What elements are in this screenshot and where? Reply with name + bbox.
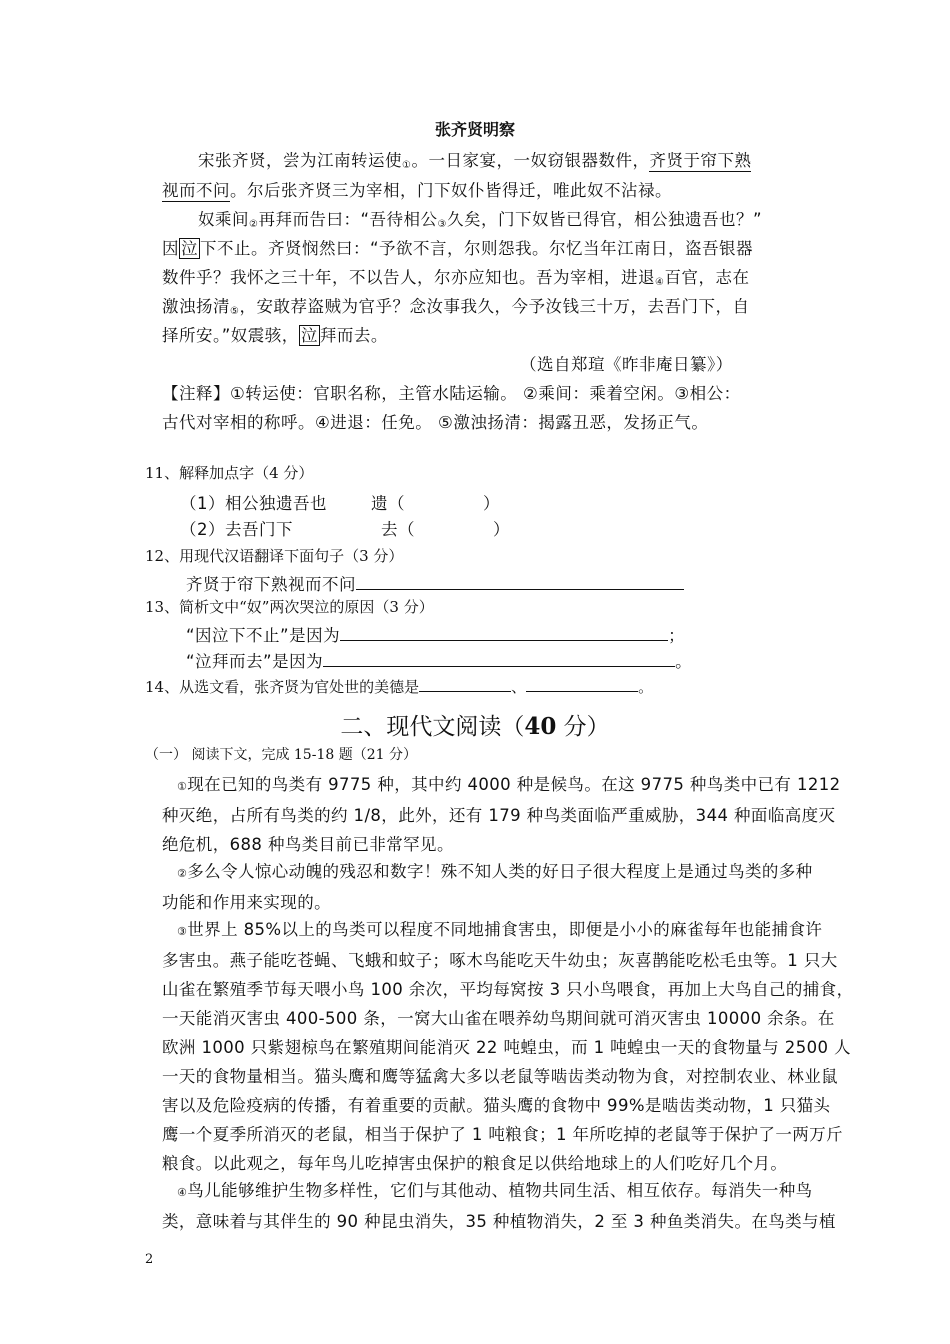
question-13-item2: “泣拜而去”是因为 。 [186, 652, 693, 671]
underlined-sentence-part1: 齐贤于帘下熟 [649, 151, 752, 170]
question-13-item1: “因泣下不止”是因为 ； [186, 626, 686, 645]
page-number: 2 [145, 1252, 154, 1267]
source-citation: （选自郑瑄《昨非庵日纂》） [520, 355, 733, 374]
section-subheading: （一） 阅读下文，完成 15-18 题（21 分） [145, 747, 417, 763]
boxed-char-qi-1: 泣 [181, 239, 198, 258]
answer-blank-14b[interactable] [526, 677, 638, 692]
answer-blank-14a[interactable] [419, 677, 511, 692]
modern-para-1: ①现在已知的鸟类有 9775 种，其中约 4000 种是候鸟。在这 9775 种鸟类中已有 1212 种灭绝，占所有鸟类的约 1/8，此外，还有 179 种鸟类面临严重威胁，344 种面临高度灭 绝危机，688 种鸟类目前已非常罕见。 [162, 775, 841, 854]
question-11: 11、解释加点字（4 分） [145, 464, 314, 482]
notes-line1: 【注释】①转运使：官职名称，主管水陆运输。 ②乘间：乘着空闲。③相公： [162, 384, 741, 403]
question-14: 14、从选文看，张齐贤为官处世的美德是 、 。 [145, 678, 654, 696]
para-marker-2: ② [177, 867, 188, 880]
modern-para-4: ④鸟儿能够维护生物多样性，它们与其他动、植物共同生活、相互依存。每消失一种鸟 类，意味着与其伴生的 90 种昆虫消失，35 种植物消失，2 至 3 种鱼类消失。在鸟类与植 [162, 1181, 836, 1231]
boxed-char-qi-2: 泣 [300, 326, 318, 345]
answer-blank-13a[interactable] [340, 626, 668, 641]
modern-para-2: ②多么令人惊心动魄的残忍和数字！殊不知人类的好日子很大程度上是通过鸟类的多种 功能和作用来实现的。 [162, 862, 813, 912]
classical-p2-line5: 择所安。”奴震骇， 泣 拜而去。 [162, 326, 388, 345]
question-12-item: 齐贤于帘下熟视而不问 [186, 571, 684, 595]
classical-p1-line1: 宋张齐贤，尝为江南转运使$_①$。一日家宴，一奴窃银器数件，齐贤于帘下熟 [198, 151, 752, 171]
classical-p2-line1: 奴乘间$_②$再拜而告曰：“吾待相公$_③$久矣，门下奴皆已得官，相公独遗吾也？” [198, 210, 763, 230]
answer-blank-12[interactable] [356, 575, 684, 590]
answer-blank-13b[interactable] [323, 652, 675, 667]
question-11-item2: （2）去吾门下 去（ ） [180, 520, 510, 539]
classical-p2-line2: 因 泣 下不止。齐贤悯然曰：“予欲不言，尔则怨我。尔忆当年江南日，盗吾银器 [162, 239, 754, 258]
question-13: 13、简析文中“奴”两次哭泣的原因（3 分） [145, 598, 434, 616]
modern-para-3: ③世界上 85%以上的鸟类可以程度不同地捕食害虫，即便是小小的麻雀每年也能捕食许 多害虫。燕子能吃苍蝇、飞蛾和蚊子；啄木鸟能吃天牛幼虫；灰喜鹊能吃松毛虫等。1 只大 山雀在繁殖季节每天喂小鸟 100 余次，平均每窝按 3 只小鸟喂食，再加上大鸟自己的捕食， 一天能消灭害虫 400-500 条，一窝大山雀在喂养幼鸟期间就可消灭害虫 10000 余条。在 欧洲 1000 只紫翅椋鸟在繁殖期间能消灭 22 吨蝗虫，而 1 吨蝗虫一天的食物量与 2500 人 一天的食物量相当。猫头鹰和鹰等猛禽大多以老鼠等啮齿类动物为食，对控制农业、林业鼠 害以及危险疫病的传播，有着重要的贡献。猫头鹰的食物中 99%是啮齿类动物，1 只猫头 鹰一个夏季所消灭的老鼠，相当于保护了 1 吨粮食；1 年所吃掉的老鼠等于保护了一两万斤 粮食。以此观之，每年鸟儿吃掉害虫保护的粮食足以供给地球上的人们吃好几个月。 [162, 920, 854, 1173]
classical-p2-line4: 激浊扬清$_⑤$，安敢荐盗贼为官乎？念汝事我久，今予汝钱三十万，去吾门下，自 [162, 297, 750, 317]
question-11-item1: （1）相公独遗吾也 遗（ ） [180, 494, 500, 513]
notes-line2: 古代对宰相的称呼。④进退：任免。 ⑤激浊扬清：揭露丑恶，发扬正气。 [162, 413, 709, 432]
underlined-sentence-part2: 视而不问 [162, 181, 230, 200]
question-12: 12、用现代汉语翻译下面句子（3 分） [145, 547, 404, 565]
para-marker-4: ④ [177, 1186, 188, 1199]
section-heading: 二、现代文阅读（40 分） [340, 713, 610, 740]
para-marker-3: ③ [177, 925, 188, 938]
para-marker-1: ① [177, 780, 188, 793]
classical-p2-line3: 数件乎？我怀之三十年，不以告人，尔亦应知也。吾为宰相，进退$_④$百官，志在 [162, 268, 750, 288]
classical-p1-line2: 视而不问。尔后张齐贤三为宰相，门下奴仆皆得迁，唯此奴不沾禄。 [162, 181, 672, 200]
passage-title: 张齐贤明察 [434, 120, 515, 139]
